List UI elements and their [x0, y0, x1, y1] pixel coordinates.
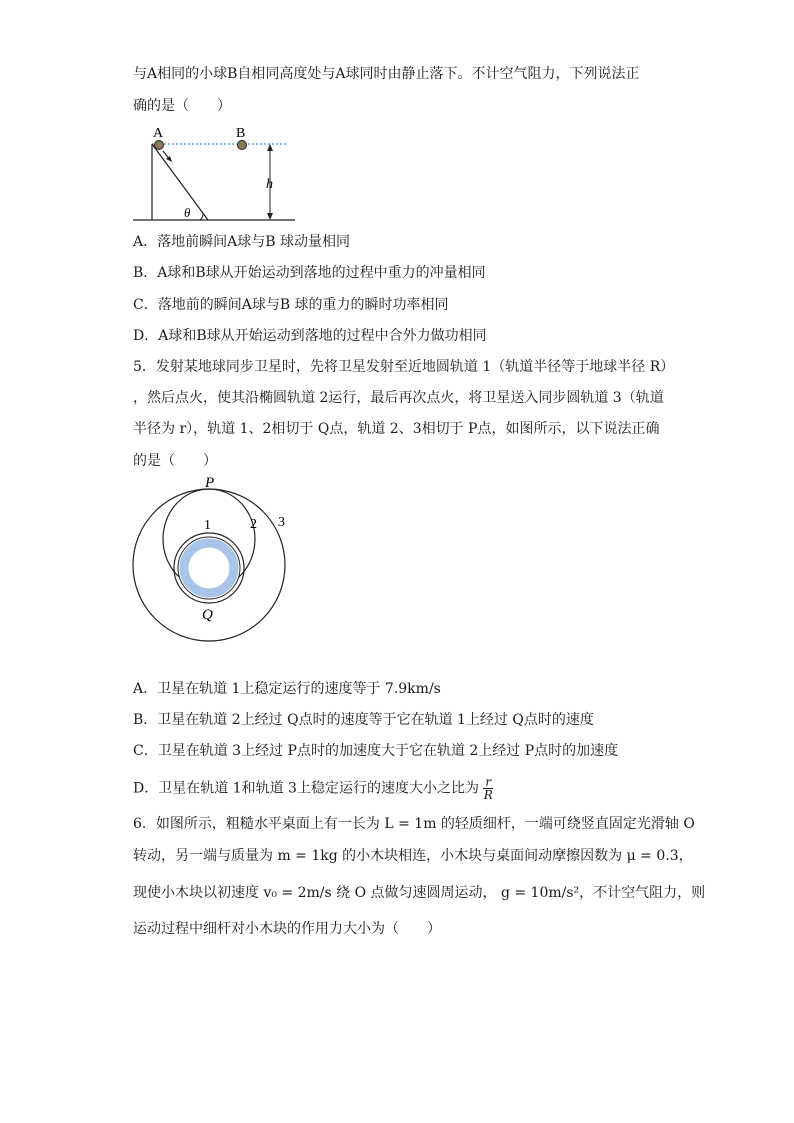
q5-stem-line-3: 半径为 r），轨道 1、2相切于 Q点，轨道 2、3相切于 P点，如图所示，以下说法正确 — [133, 421, 660, 437]
label-p: P — [205, 475, 215, 491]
height-arrow-top — [267, 144, 273, 151]
q5-option-a: A．卫星在轨道 1上稳定运行的速度等于 7.9km/s — [133, 681, 441, 697]
q6-line-2: 转动，另一端与质量为 m = 1kg 的小木块相连，小木块与桌面间动摩擦因数为 μ = 0.3， — [133, 848, 693, 864]
incline-slope — [152, 144, 208, 220]
q5-stem-line-1: 5．发射某地球同步卫星时，先将卫星发射至近地圆轨道 1（轨道半径等于地球半径 R） — [133, 359, 675, 375]
q6-line-3: 现使小木块以初速度 v₀ = 2m/s 绕 O 点做匀速圆周运动， g = 10m/s²，不计空气阻力，则 — [133, 885, 706, 901]
ball-a — [155, 141, 164, 150]
fraction-denominator: R — [483, 788, 493, 802]
incline-figure — [130, 120, 300, 224]
q5-option-d-text: D．卫星在轨道 1和轨道 3上稳定运行的速度大小之比为 — [133, 780, 479, 797]
q5-stem-line-4: 的是（ ） — [133, 453, 217, 469]
label-theta: θ — [184, 205, 191, 220]
q4-option-a: A．落地前瞬间A球与B 球动量相同 — [133, 234, 350, 250]
q4-intro-line-2: 确的是（ ） — [133, 98, 231, 114]
earth-core — [189, 548, 229, 588]
q5-option-d — [133, 776, 493, 801]
q5-option-c: C．卫星在轨道 3上经过 P点时的加速度大于它在轨道 2上经过 P点时的加速度 — [133, 743, 619, 759]
q4-option-b: B．A球和B球从开始运动到落地的过程中重力的冲量相同 — [133, 265, 486, 281]
q4-intro-line: 与A相同的小球B自相同高度处与A球同时由静止落下。不计空气阻力，下列说法正 — [133, 66, 640, 82]
q6-line-1: 6．如图所示，粗糙水平桌面上有一长为 L = 1m 的轻质细杆，一端可绕竖直固定光滑轴 O — [133, 816, 695, 832]
q5-option-b: B．卫星在轨道 2上经过 Q点时的速度等于它在轨道 1上经过 Q点时的速度 — [133, 712, 594, 728]
fraction-numerator: r — [485, 775, 492, 789]
height-arrow-bottom — [267, 213, 273, 220]
ball-b — [238, 141, 247, 150]
label-orbit-3: 3 — [278, 515, 285, 530]
label-b: B — [236, 126, 246, 141]
speed-ratio-fraction — [483, 776, 493, 801]
label-orbit-1: 1 — [204, 518, 211, 533]
q6-line-4: 运动过程中细杆对小木块的作用力大小为（ ） — [133, 921, 441, 937]
q5-stem-line-2: ，然后点火，使其沿椭圆轨道 2运行，最后再次点火，将卫星送入同步圆轨道 3（轨道 — [133, 390, 664, 406]
angle-arc — [200, 213, 203, 220]
orbit-figure — [128, 472, 298, 647]
q4-option-c: C．落地前的瞬间A球与B 球的重力的瞬时功率相同 — [133, 297, 449, 313]
label-a: A — [153, 126, 164, 141]
q4-option-d: D．A球和B球从开始运动到落地的过程中合外力做功相同 — [133, 328, 487, 344]
label-orbit-2: 2 — [250, 517, 257, 532]
label-q: Q — [202, 607, 213, 623]
label-h: h — [266, 177, 273, 192]
